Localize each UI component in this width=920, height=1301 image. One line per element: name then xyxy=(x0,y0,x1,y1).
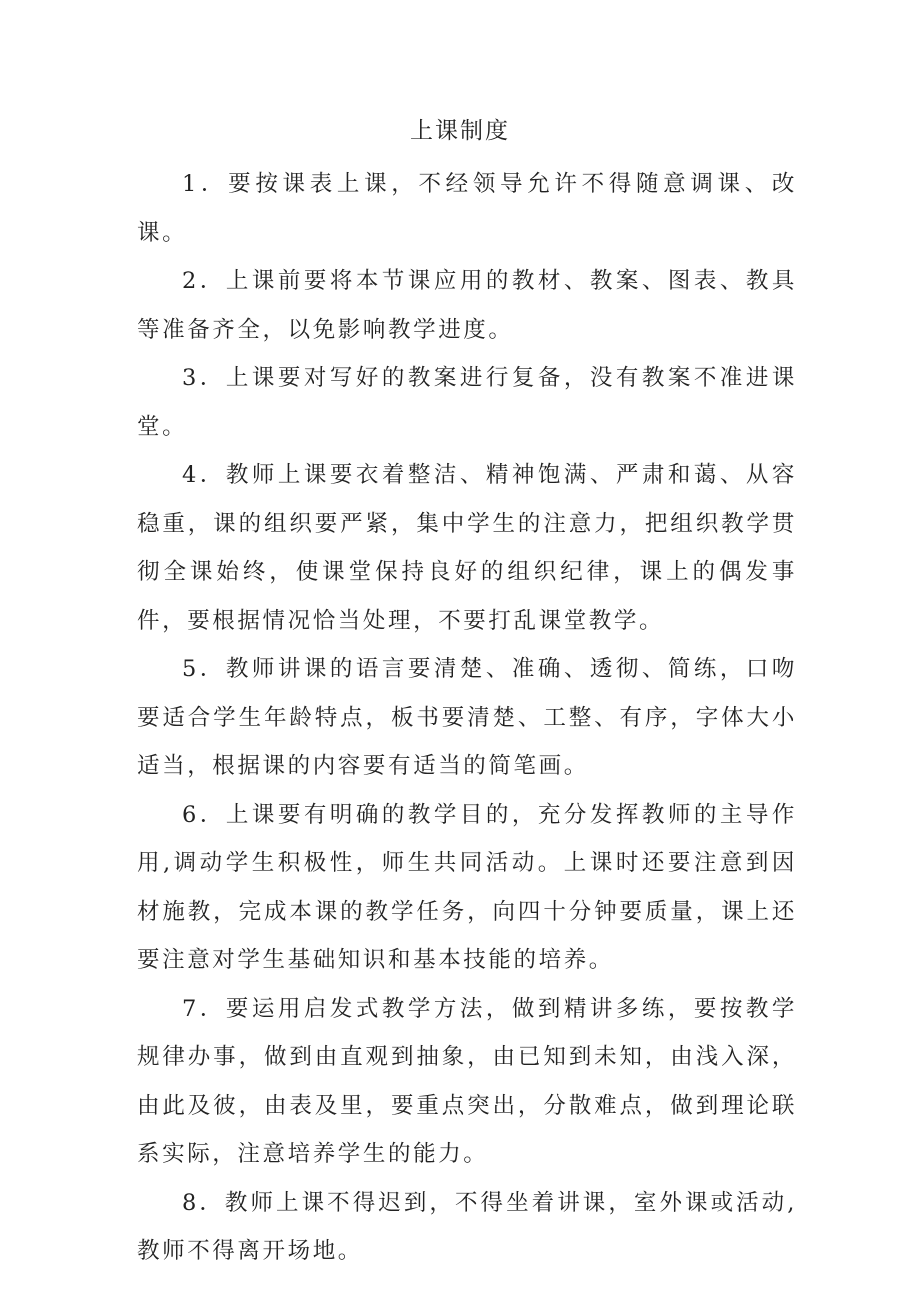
rule-item-4: 4．教师上课要衣着整洁、精神饱满、严肃和蔼、从容稳重，课的组织要严紧，集中学生的注意力，把组织教学贯彻全课始终，使课堂保持良好的组织纪律，课上的偶发事件，要根据情况恰当处理，不要打乱课堂教学。 xyxy=(137,462,797,634)
rule-item-1: 1．要按课表上课，不经领导允许不得随意调课、改课。 xyxy=(137,171,797,246)
rule-item-3: 3．上课要对写好的教案进行复备，没有教案不准进课堂。 xyxy=(137,365,797,440)
rule-item-2: 2．上课前要将本节课应用的教材、教案、图表、教具等准备齐全，以免影响教学进度。 xyxy=(137,268,797,343)
rule-item-6: 6．上课要有明确的教学目的，充分发挥教师的主导作用,调动学生积极性，师生共同活动。上课时还要注意到因材施教，完成本课的教学任务，向四十分钟要质量，课上还要注意对学生基础知识和基本技能的培养。 xyxy=(137,801,797,973)
rules-list xyxy=(137,160,797,1276)
rule-item-7: 7．要运用启发式教学方法，做到精讲多练，要按教学规律办事，做到由直观到抽象，由已知到未知，由浅入深，由此及彼，由表及里，要重点突出，分散难点，做到理论联系实际，注意培养学生的能力。 xyxy=(137,995,797,1167)
rule-item-8: 8．教师上课不得迟到，不得坐着讲课，室外课或活动,教师不得离开场地。 xyxy=(137,1189,797,1264)
page-title: 上课制度 xyxy=(410,118,510,144)
rule-item-5: 5．教师讲课的语言要清楚、准确、透彻、简练，口吻要适合学生年龄特点，板书要清楚、工整、有序，字体大小适当，根据课的内容要有适当的简笔画。 xyxy=(137,656,797,779)
